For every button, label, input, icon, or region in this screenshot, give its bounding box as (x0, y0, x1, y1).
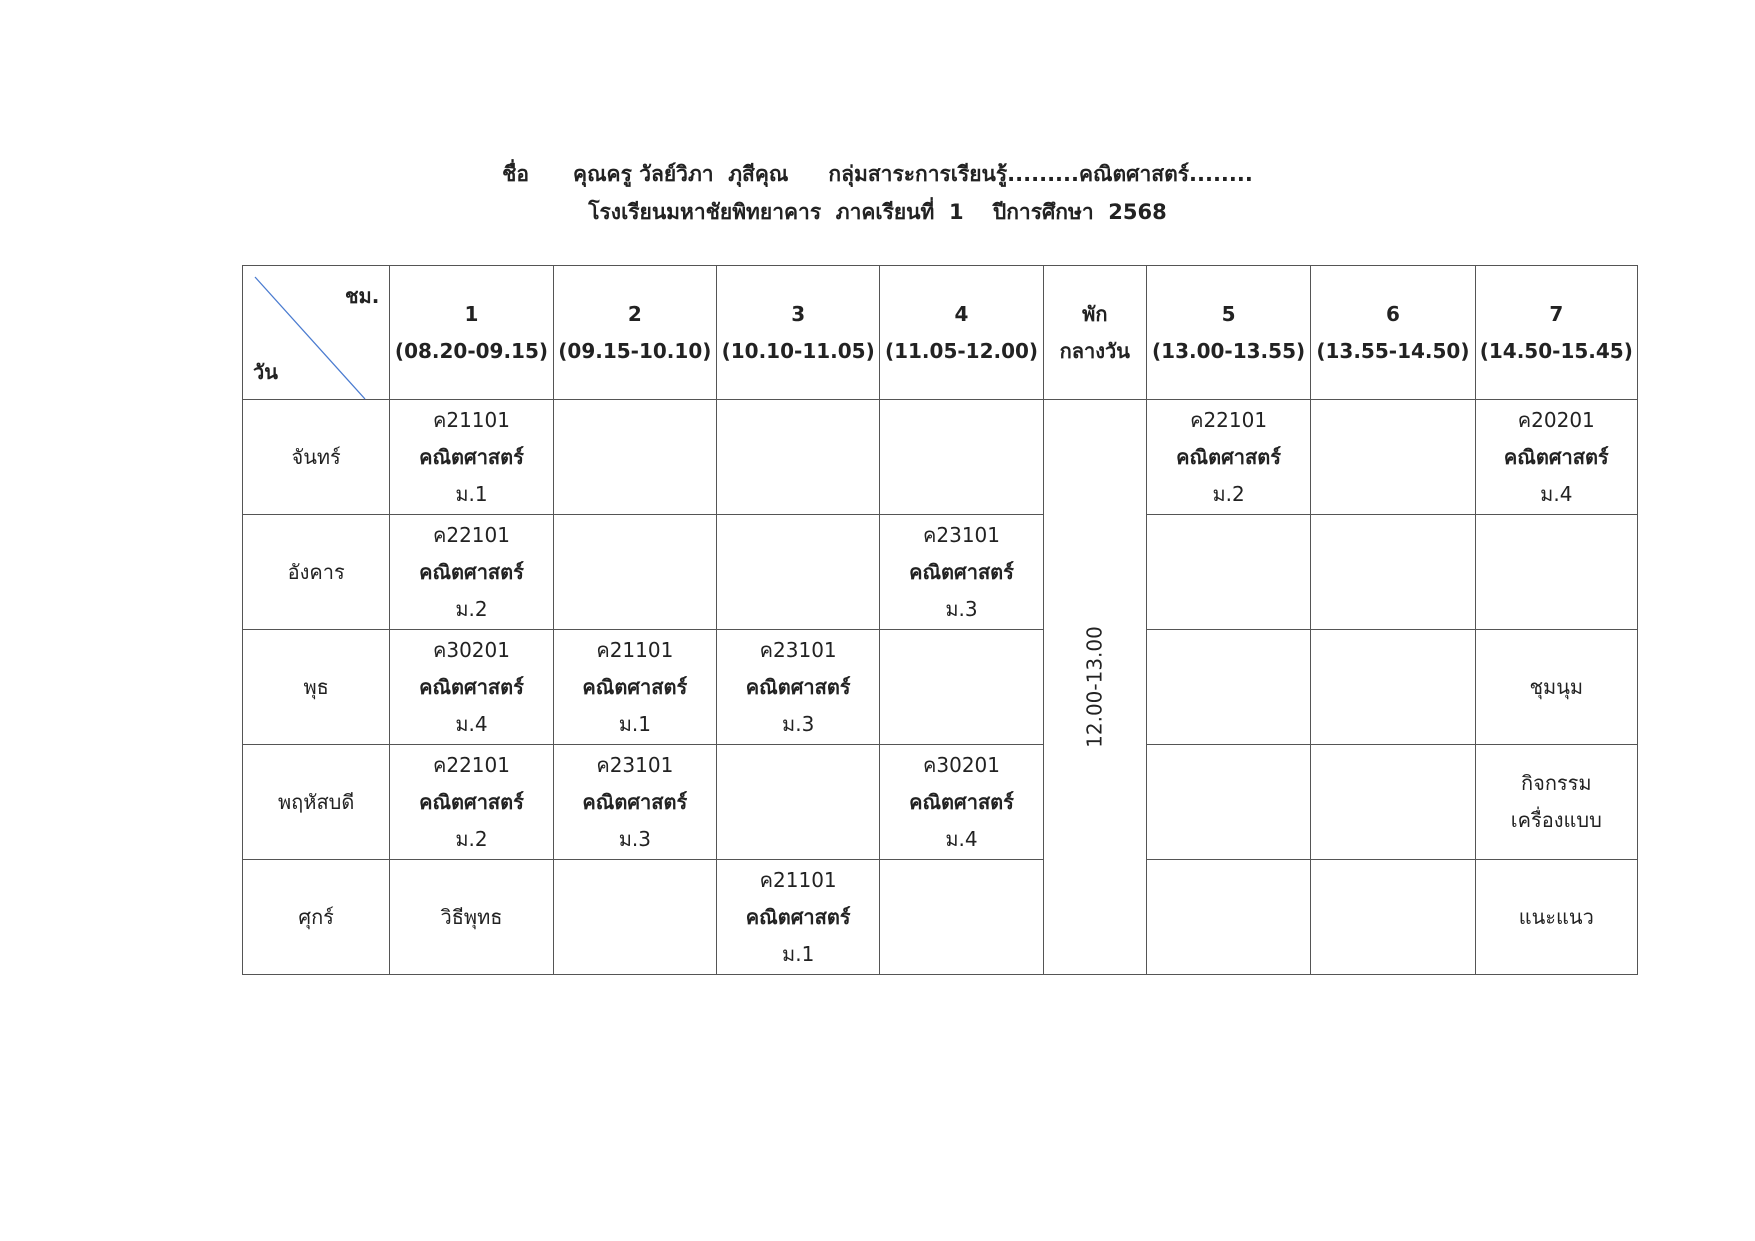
empty-cell (1311, 630, 1475, 745)
table-row (243, 515, 1638, 630)
empty-cell (553, 860, 716, 975)
period-time: (14.50-15.45) (1479, 338, 1633, 363)
subject-name: คณิตศาสตร์ (419, 674, 524, 699)
period-number: 5 (1221, 301, 1236, 326)
empty-cell (717, 400, 880, 515)
period-time: (10.10-11.05) (721, 338, 875, 363)
period-number: 7 (1549, 301, 1564, 326)
grade-level: ม.3 (618, 826, 651, 851)
teacher-name: คุณครู วัลย์วิภา ภุสีคุณ (573, 162, 789, 186)
period-header (880, 266, 1043, 400)
header-line-1 (0, 158, 1755, 191)
empty-cell (717, 745, 880, 860)
period-header (1146, 266, 1310, 400)
corner-hour-label: ชม. (344, 284, 380, 308)
period-time: (13.00-13.55) (1152, 338, 1306, 363)
grade-level: ม.2 (455, 826, 488, 851)
period-time: (11.05-12.00) (884, 338, 1039, 363)
activity-cell (1475, 745, 1637, 860)
empty-cell (1311, 515, 1475, 630)
course-code: ค22101 (1190, 407, 1268, 432)
grade-level: ม.4 (945, 826, 978, 851)
empty-cell (880, 860, 1043, 975)
grade-level: ม.2 (1212, 481, 1245, 506)
empty-cell (1146, 630, 1310, 745)
lunch-break-cell (1043, 400, 1146, 975)
grade-level: ม.1 (618, 711, 651, 736)
corner-day-label: วัน (253, 360, 278, 384)
class-cell (553, 745, 716, 860)
class-cell (1475, 400, 1637, 515)
activity-text: แนะแนว (1518, 904, 1594, 929)
lunch-time: 12.00-13.00 (1082, 626, 1107, 748)
empty-cell (1146, 515, 1310, 630)
class-cell (390, 515, 553, 630)
subject-name: คณิตศาสตร์ (1176, 444, 1281, 469)
class-cell (390, 745, 553, 860)
course-code: ค30201 (432, 637, 510, 662)
period-time: (08.20-09.15) (394, 338, 549, 363)
subject-name: คณิตศาสตร์ (419, 789, 524, 814)
lunch-label: พัก (1082, 301, 1108, 326)
course-code: ค21101 (432, 407, 510, 432)
course-code: ค20201 (1517, 407, 1595, 432)
day-label: พุธ (243, 630, 390, 745)
name-label: ชื่อ (502, 162, 530, 186)
period-header (390, 266, 553, 400)
activity-text: ชุมนุม (1529, 674, 1584, 699)
period-time: (13.55-14.50) (1316, 338, 1470, 363)
empty-cell (717, 515, 880, 630)
lunch-header (1043, 266, 1146, 400)
header-line-2 (0, 196, 1755, 229)
grade-level: ม.4 (1540, 481, 1573, 506)
subject-name: คณิตศาสตร์ (1503, 444, 1609, 469)
course-code: ค23101 (759, 637, 837, 662)
timetable (242, 265, 1638, 975)
subject-name: คณิตศาสตร์ (745, 674, 851, 699)
table-row (243, 745, 1638, 860)
subject-name: คณิตศาสตร์ (745, 904, 851, 929)
course-code: ค23101 (923, 522, 1001, 547)
table-row (243, 860, 1638, 975)
class-cell (390, 630, 553, 745)
period-header (1475, 266, 1637, 400)
course-code: ค21101 (596, 637, 674, 662)
subject-name: คณิตศาสตร์ (909, 789, 1014, 814)
school-term-year: โรงเรียนมหาชัยพิทยาคาร ภาคเรียนที่ 1 ปีการศึกษา 2568 (588, 200, 1167, 224)
period-number: 6 (1385, 301, 1400, 326)
table-row (243, 400, 1638, 515)
subject-name: คณิตศาสตร์ (419, 559, 524, 584)
empty-cell (553, 515, 716, 630)
class-cell (390, 400, 553, 515)
period-number: 2 (627, 301, 642, 326)
subject-name: คณิตศาสตร์ (909, 559, 1014, 584)
period-header (1311, 266, 1475, 400)
empty-cell (880, 400, 1043, 515)
class-cell (880, 515, 1043, 630)
class-cell (880, 745, 1043, 860)
empty-cell (1475, 515, 1637, 630)
grade-level: ม.1 (782, 941, 815, 966)
period-header (717, 266, 880, 400)
period-time: (09.15-10.10) (558, 338, 712, 363)
period-number: 1 (464, 301, 479, 326)
course-code: ค23101 (596, 752, 674, 777)
period-number: 3 (791, 301, 806, 326)
table-row (243, 630, 1638, 745)
course-code: ค30201 (923, 752, 1001, 777)
activity-text: กิจกรรม (1520, 771, 1592, 795)
grade-level: ม.3 (782, 711, 815, 736)
day-label: อังคาร (243, 515, 390, 630)
grade-level: ม.4 (455, 711, 488, 736)
activity-text: วิธีพุทธ (440, 904, 503, 929)
grade-level: ม.1 (455, 481, 488, 506)
corner-cell (243, 266, 390, 400)
subject-name: คณิตศาสตร์ (419, 444, 524, 469)
day-label: จันทร์ (243, 400, 390, 515)
period-header (553, 266, 716, 400)
empty-cell (553, 400, 716, 515)
period-number: 4 (954, 301, 969, 326)
day-label: ศุกร์ (243, 860, 390, 975)
subject-name: คณิตศาสตร์ (582, 674, 688, 699)
class-cell (717, 860, 880, 975)
empty-cell (880, 630, 1043, 745)
course-code: ค22101 (432, 752, 510, 777)
class-cell (1146, 400, 1310, 515)
activity-cell (390, 860, 553, 975)
activity-cell (1475, 630, 1637, 745)
class-cell (717, 630, 880, 745)
course-code: ค22101 (432, 522, 510, 547)
empty-cell (1146, 860, 1310, 975)
activity-cell (1475, 860, 1637, 975)
activity-text-2: เครื่องแบบ (1510, 808, 1602, 832)
class-cell (553, 630, 716, 745)
subject-group: กลุ่มสาระการเรียนรู้.........คณิตศาสตร์........ (828, 162, 1253, 186)
day-label: พฤหัสบดี (243, 745, 390, 860)
grade-level: ม.3 (945, 596, 978, 621)
empty-cell (1146, 745, 1310, 860)
empty-cell (1311, 400, 1475, 515)
grade-level: ม.2 (455, 596, 488, 621)
empty-cell (1311, 745, 1475, 860)
course-code: ค21101 (759, 867, 837, 892)
header-row (243, 266, 1638, 400)
empty-cell (1311, 860, 1475, 975)
lunch-sublabel: กลางวัน (1059, 338, 1130, 363)
subject-name: คณิตศาสตร์ (582, 789, 688, 814)
